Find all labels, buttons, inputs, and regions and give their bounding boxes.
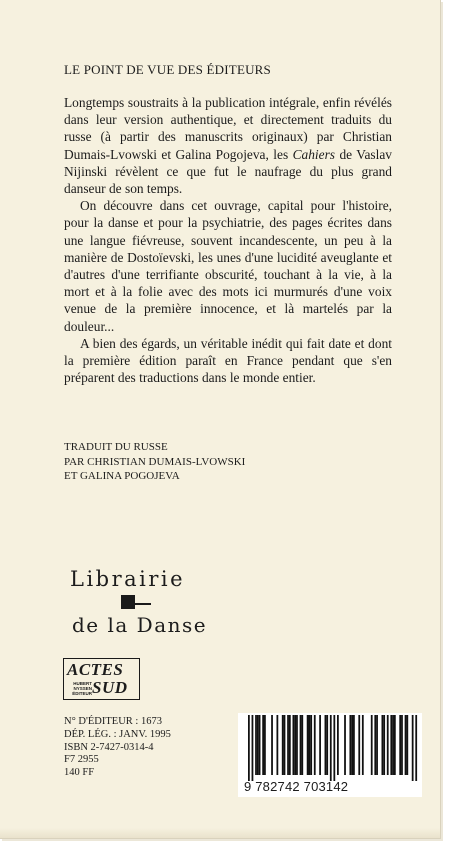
credit-line: ET GALINA POGOJEVA [64,470,180,482]
barcode-bar [314,715,316,775]
barcode-bar [271,715,273,775]
barcode-bar [406,715,408,775]
barcode-bar [296,715,298,775]
barcode-bar [301,715,303,775]
barcode-bar [287,715,289,775]
barcode-bar [309,715,311,775]
credit-line: TRADUIT DU RUSSE [64,441,168,453]
bookshop-stamp-line2: de la Danse [72,613,208,637]
cover-edge [0,828,440,838]
barcode-bar [349,715,351,775]
credit-line: PAR CHRISTIAN DUMAIS-LVOWSKI [64,455,246,468]
barcode-bar [257,715,259,775]
barcode-bar [330,715,332,781]
barcode-bar [358,715,360,775]
barcode-number: 9 782742 703142 [244,779,349,794]
barcode-bar [255,715,257,775]
barcode-bar [333,715,335,781]
barcode-bar [399,715,401,775]
barcode-bar [276,715,278,775]
publication-info [64,716,171,780]
barcode-bar [284,715,286,775]
publisher-logo-small: HUBERT NYSSEN ÉDITEUR [72,681,92,696]
barcode-bars [242,715,418,781]
bookshop-stamp-bar [133,603,151,605]
blurb-paragraph-2: On découvre dans cet ouvrage, capital pour l'histoire, pour la danse et pour la psychiatrie, des pages écrites dans une langue fiévreuse, souvent incandescente, un peu à la manière de Dostoïevski, les unes d'une lucidité aveuglante et d'autres d'une terrifiante obscurité, touchant à la vie, à la mort et à la folie avec des mots ici murmurés d'une voix venue de la première innocence, et là martelés par la douleur... [64,198,392,334]
barcode-bar [282,715,284,775]
blurb-text [64,94,392,386]
barcode-bar [259,715,261,775]
barcode-bar [405,715,407,775]
catalog-code: F7 2955 [64,754,99,766]
bookshop-stamp-square [121,595,135,609]
barcode-bar [264,715,266,775]
barcode-bar [415,715,417,781]
blurb-paragraph-1: Longtemps soustraits à la publication intégrale, enfin révélés dans leur version authentique, et directement traduits du russe (à partir des manuscrits originaux) par Christian Dumais-Lvowski et Galina Pogojeva, les Cahiers de Vaslav Nijinski révèlent ce que fut le naufrage du plus grand danseur de son temps. [64,95,392,197]
barcode-bar [390,715,392,775]
barcode-bar [307,715,309,775]
barcode-bar [319,715,321,775]
barcode-bar [289,715,291,775]
barcode [238,713,422,797]
translator-credits [64,440,245,484]
barcode-bar [248,715,250,781]
barcode-bar [394,715,396,775]
barcode-bar [344,715,346,775]
barcode-bar [252,715,254,781]
price: 140 FF [64,767,95,779]
barcode-bar [293,715,295,775]
isbn: ISBN 2-7427-0314-4 [64,741,154,753]
barcode-bar [401,715,403,775]
barcode-bar [294,715,296,775]
legal-deposit: DÉP. LÉG. : JANV. 1995 [64,728,171,740]
publisher-logo [63,658,140,700]
publisher-logo-bottom: SUD [92,678,128,697]
blurb-paragraph-3: A bien des égards, un véritable inédit qui fait date et dont la première édition paraît en France pendant que s'en préparent des traductions dans le monde entier. [64,335,392,386]
barcode-bar [376,715,378,775]
publisher-number: N° D'ÉDITEUR : 1673 [64,716,162,727]
barcode-bar [351,715,353,775]
barcode-bar [325,715,327,775]
barcode-bar [326,715,328,775]
barcode-bar [337,715,339,775]
barcode-bar [374,715,376,775]
barcode-bar [371,715,373,775]
barcode-bar [412,715,414,781]
book-title-italic: Cahiers [292,146,336,162]
barcode-bar [262,715,264,775]
barcode-bar [387,715,389,775]
section-heading: LE POINT DE VUE DES ÉDITEURS [64,62,271,77]
barcode-bar [362,715,364,775]
bookshop-stamp-line1: Librairie [70,567,186,591]
barcode-bar [353,715,355,775]
barcode-bar [310,715,312,775]
publisher-logo-top: ACTES [67,660,124,679]
barcode-bar [382,715,384,775]
barcode-bar [383,715,385,775]
barcode-bar [300,715,302,775]
barcode-bar [392,715,394,775]
